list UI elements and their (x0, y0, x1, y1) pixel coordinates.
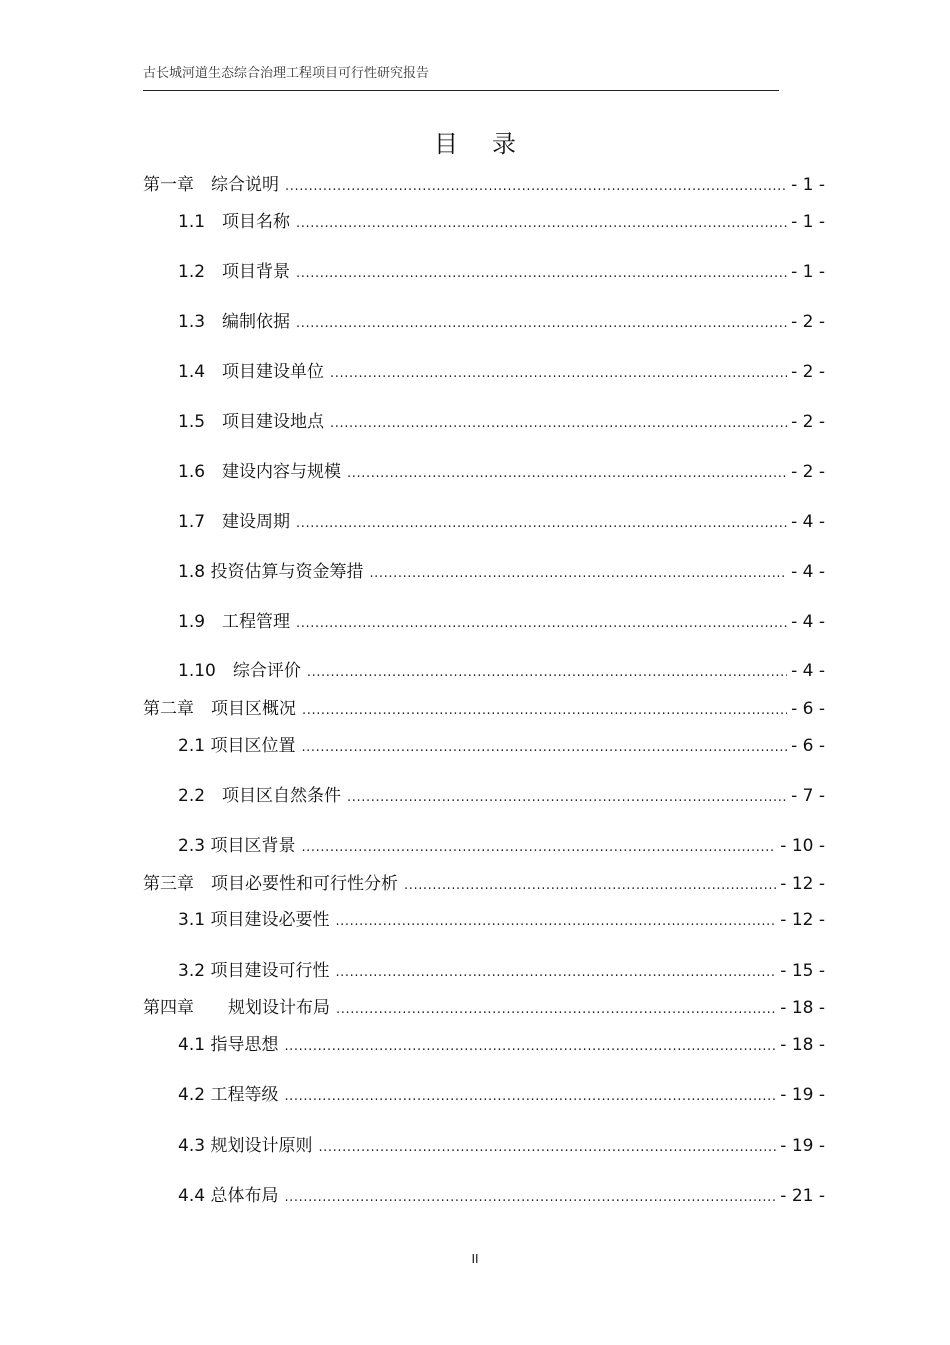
toc-entry-label: 1.9 工程管理 (178, 612, 291, 632)
toc-entry-page: - 21 - (780, 1186, 825, 1206)
toc-dot-leader (335, 914, 776, 929)
toc-entry-page: - 2 - (791, 412, 825, 432)
running-header (143, 64, 779, 91)
toc-entry-page: - 6 - (791, 699, 825, 719)
toc-entry-page: - 18 - (780, 998, 825, 1018)
toc-entry-label: 1.3 编制依据 (178, 312, 291, 332)
toc-entry-label: 4.3 规划设计原则 (178, 1136, 313, 1156)
toc-section-entry[interactable] (178, 731, 825, 756)
page-number: II (471, 1252, 479, 1266)
toc-entry-page: - 1 - (791, 175, 825, 195)
toc-entry-label: 第四章 规划设计布局 (143, 998, 330, 1018)
toc-entry-label: 1.5 项目建设地点 (178, 412, 325, 432)
toc-entry-page: - 2 - (791, 462, 825, 482)
toc-dot-leader (296, 216, 787, 231)
toc-entry-label: 1.8 投资估算与资金筹措 (178, 562, 364, 582)
toc-chapter-entry[interactable] (143, 993, 825, 1018)
toc-section-entry[interactable] (178, 1181, 825, 1206)
toc-chapter-entry[interactable] (143, 869, 825, 894)
toc-dot-leader (318, 1140, 776, 1155)
toc-section-entry[interactable] (178, 905, 825, 930)
toc-entry-page: - 15 - (780, 961, 825, 981)
toc-section-entry[interactable] (178, 307, 825, 332)
toc-entry-page: - 1 - (791, 262, 825, 282)
toc-section-entry[interactable] (178, 831, 825, 856)
toc-entry-page: - 19 - (780, 1136, 825, 1156)
toc-entry-label: 3.1 项目建设必要性 (178, 910, 330, 930)
toc-section-entry[interactable] (178, 1080, 825, 1105)
toc-dot-leader (404, 878, 776, 893)
toc-entry-page: - 4 - (791, 512, 825, 532)
toc-entry-label: 第一章 综合说明 (143, 175, 279, 195)
toc-section-entry[interactable] (178, 407, 825, 432)
toc-dot-leader (330, 416, 787, 431)
toc-entry-label: 3.2 项目建设可行性 (178, 961, 330, 981)
toc-entry-page: - 4 - (791, 612, 825, 632)
toc-chapter-entry[interactable] (143, 170, 825, 195)
toc-entry-page: - 18 - (780, 1035, 825, 1055)
toc-section-entry[interactable] (178, 207, 825, 232)
page-title: 目录 (434, 130, 550, 158)
toc-entry-label: 第二章 项目区概况 (143, 699, 296, 719)
toc-entry-label: 4.1 指导思想 (178, 1035, 279, 1055)
running-header-text: 古长城河道生态综合治理工程项目可行性研究报告 (143, 66, 430, 81)
toc-entry-label: 1.7 建设周期 (178, 512, 291, 532)
toc-section-entry[interactable] (178, 781, 825, 806)
toc-dot-leader (296, 316, 787, 331)
toc-entry-label: 4.2 工程等级 (178, 1085, 279, 1105)
toc-entry-label: 1.2 项目背景 (178, 262, 291, 282)
toc-dot-leader (307, 665, 787, 680)
toc-entry-page: - 10 - (780, 836, 825, 856)
toc-section-entry[interactable] (178, 1131, 825, 1156)
toc-dot-leader (302, 703, 787, 718)
toc-entry-label: 2.1 项目区位置 (178, 736, 296, 756)
toc-section-entry[interactable] (178, 557, 825, 582)
toc-dot-leader (284, 1089, 776, 1104)
toc-dot-leader (296, 616, 787, 631)
toc-dot-leader (296, 516, 787, 531)
toc-entry-page: - 7 - (791, 786, 825, 806)
toc-entry-label: 1.6 建设内容与规模 (178, 462, 342, 482)
toc-section-entry[interactable] (178, 357, 825, 382)
toc-chapter-entry[interactable] (143, 694, 825, 719)
toc-entry-page: - 6 - (791, 736, 825, 756)
toc-entry-page: - 2 - (791, 312, 825, 332)
toc-entry-page: - 12 - (780, 910, 825, 930)
toc-section-entry[interactable] (178, 257, 825, 282)
toc-section-entry[interactable] (178, 457, 825, 482)
toc-section-entry[interactable] (178, 507, 825, 532)
toc-dot-leader (284, 1039, 776, 1054)
toc-entry-label: 2.3 项目区背景 (178, 836, 296, 856)
toc-entry-label: 1.10 综合评价 (178, 661, 301, 681)
toc-section-entry[interactable] (178, 956, 825, 981)
toc-dot-leader (347, 466, 787, 481)
toc-entry-page: - 19 - (780, 1085, 825, 1105)
toc-section-entry[interactable] (178, 656, 825, 681)
toc-entry-page: - 12 - (780, 874, 825, 894)
toc-entry-label: 1.4 项目建设单位 (178, 362, 325, 382)
toc-dot-leader (335, 965, 776, 980)
toc-section-entry[interactable] (178, 1030, 825, 1055)
toc-entry-label: 4.4 总体布局 (178, 1186, 279, 1206)
toc-dot-leader (296, 266, 787, 281)
toc-entry-page: - 1 - (791, 212, 825, 232)
toc-entry-label: 1.1 项目名称 (178, 212, 291, 232)
toc-entry-label: 2.2 项目区自然条件 (178, 786, 342, 806)
toc-dot-leader (336, 1002, 776, 1017)
toc-entry-page: - 2 - (791, 362, 825, 382)
toc-dot-leader (330, 366, 787, 381)
toc-dot-leader (284, 1190, 776, 1205)
toc-dot-leader (347, 790, 787, 805)
toc-dot-leader (301, 740, 787, 755)
toc-entry-page: - 4 - (791, 661, 825, 681)
toc-section-entry[interactable] (178, 607, 825, 632)
toc-entry-page: - 4 - (791, 562, 825, 582)
toc-dot-leader (301, 840, 776, 855)
toc-entry-label: 第三章 项目必要性和可行性分析 (143, 874, 398, 894)
toc-dot-leader (285, 179, 787, 194)
toc-dot-leader (369, 566, 787, 581)
